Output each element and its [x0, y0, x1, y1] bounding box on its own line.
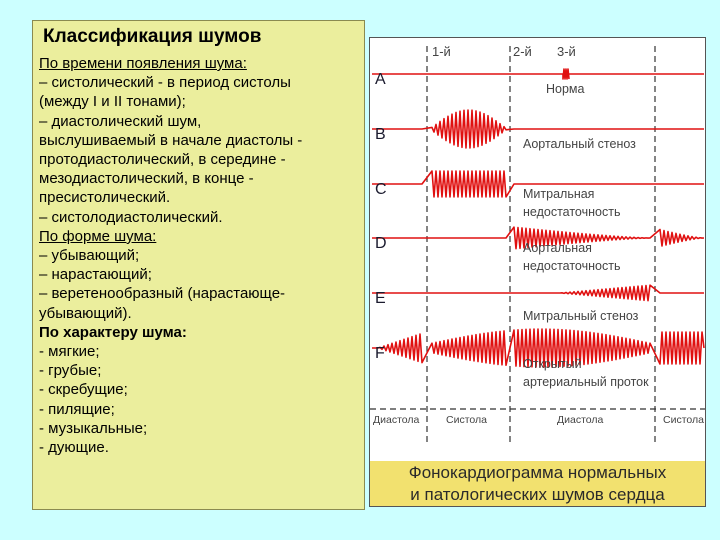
trace-row-e [372, 285, 704, 300]
classification-line: пресистолический. [39, 189, 171, 207]
classification-line: – систолический - в период систолы [39, 74, 291, 92]
row-label-b: Аортальный стеноз [523, 137, 636, 151]
phonocardiogram-figure [369, 37, 706, 507]
row-letter-b: B [375, 126, 386, 143]
tone-label-1: 1-й [432, 44, 451, 59]
classification-line: - скребущие; [39, 381, 128, 399]
classification-line: мезодиастолический, в конце - [39, 170, 254, 188]
row-letter-e: E [375, 290, 386, 307]
classification-line: - пилящие; [39, 400, 115, 418]
classification-line: – систолодиастолический. [39, 208, 223, 226]
row-letter-c: C [375, 181, 387, 198]
trace-row-a [372, 69, 704, 79]
classification-line: – веретенообразный (нарастающе- [39, 285, 286, 303]
classification-line: По времени появления шума: [39, 55, 247, 72]
row-letter-a: A [375, 71, 386, 88]
row-label-a: Норма [546, 82, 585, 96]
row-label-f: артериальный проток [523, 375, 649, 389]
phase-diastole-1: Диастола [373, 414, 420, 426]
classification-line: – диастолический шум, [39, 112, 202, 130]
panel-title: Классификация шумов [43, 26, 262, 47]
phonocardiogram-traces [370, 38, 705, 463]
classification-line: – убывающий; [39, 247, 140, 265]
tone-label-3: 3-й [557, 44, 576, 59]
classification-line: По форме шума: [39, 227, 157, 245]
classification-line: убывающий). [39, 304, 132, 322]
classification-line: - дующие. [39, 439, 109, 457]
phase-diastole-2: Диастола [557, 414, 604, 426]
row-label-f: Открытый [523, 357, 582, 371]
figure-caption [370, 461, 705, 507]
classification-line: выслушиваемый в начале диастолы - [39, 131, 303, 149]
row-letter-f: F [375, 345, 385, 362]
classification-text-panel [32, 20, 365, 510]
row-label-c: недостаточность [523, 205, 621, 219]
classification-lines [39, 54, 358, 457]
row-letter-d: D [375, 235, 387, 252]
classification-line: - грубые; [39, 362, 102, 380]
phase-systole-2: Систола [663, 414, 704, 426]
classification-line: (между I и II тонами); [39, 93, 186, 111]
tone-label-2: 2-й [513, 44, 532, 59]
row-label-c: Митральная [523, 187, 595, 201]
caption-line-2: и патологических шумов сердца [410, 485, 665, 504]
caption-line-1: Фонокардиограмма нормальных [408, 463, 667, 482]
classification-line: – нарастающий; [39, 266, 152, 284]
classification-line: протодиастолический, в середине - [39, 151, 286, 169]
row-label-e: Митральный стеноз [523, 309, 639, 323]
phase-systole-1: Систола [446, 414, 487, 426]
classification-line: - мягкие; [39, 343, 100, 361]
row-label-d: Аортальная [523, 241, 592, 255]
classification-line: По характеру шума: [39, 323, 187, 341]
row-label-d: недостаточность [523, 259, 621, 273]
classification-line: - музыкальные; [39, 419, 148, 437]
